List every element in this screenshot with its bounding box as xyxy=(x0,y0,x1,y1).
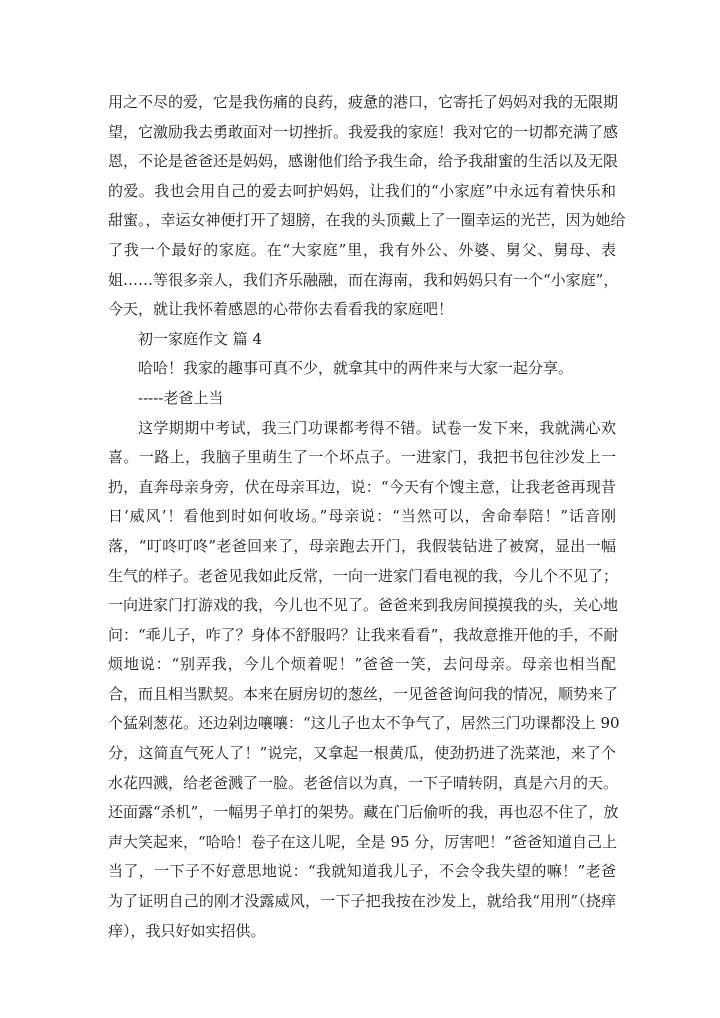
paragraph-line: 了我一个最好的家庭。在“大家庭”里，我有外公、外婆、舅父、舅母、表 xyxy=(108,240,616,259)
paragraph-line: 烦地说：“别弄我，今儿个烦着呢！”爸爸一笑，去问母亲。母亲也相当配 xyxy=(108,655,616,674)
paragraph-line: 水花四溅，给老爸溅了一脸。老爸信以为真，一下子晴转阴，真是六月的天。 xyxy=(108,773,619,792)
paragraph-line: 当了，一下子不好意思地说：“我就知道我儿子，不会令我失望的嘛！”老爸 xyxy=(108,862,616,881)
paragraph-line: 声大笑起来，“哈哈！卷子在这儿呢，全是 95 分，厉害吧！”爸爸知道自己上 xyxy=(108,832,617,851)
paragraph-line: 用之不尽的爱，它是我伤痛的良药，疲惫的港口，它寄托了妈妈对我的无限期 xyxy=(108,93,619,111)
paragraph-line: 恩，不论是爸爸还是妈妈，感谢他们给予我生命，给予我甜蜜的生活以及无限 xyxy=(108,152,619,171)
paragraph-line: 望，它激励我去勇敢面对一切挫折。我爱我的家庭！我对它的一切都充满了感 xyxy=(108,122,619,141)
paragraph-line: 问：“乖儿子，咋了？身体不舒服吗？让我来看看”，我故意推开他的手，不耐 xyxy=(108,625,619,644)
paragraph-line: 扔，直奔母亲身旁，伏在母亲耳边，说：“今天有个馊主意，让我老爸再现昔 xyxy=(108,477,616,496)
paragraph-line: 为了证明自己的刚才没露威风，一下子把我按在沙发上，就给我“用刑”（挠痒 xyxy=(108,892,616,911)
story-subtitle: -----老爸上当 xyxy=(138,388,224,407)
paragraph-line: 甜蜜。，幸运女神便打开了翅膀，在我的头顶戴上了一圈幸运的光芒，因为她给 xyxy=(108,211,626,230)
paragraph-line: 今天，就让我怀着感恩的心带你去看看我的家庭吧！ xyxy=(108,300,454,319)
paragraph-line: 合，而且相当默契。本来在厨房切的葱丝，一见爸爸询问我的情况，顺势来了 xyxy=(108,684,619,703)
paragraph-line: 个猛剁葱花。还边剁边嚷嚷：“这儿子也太不争气了，居然三门功课都没上 90 xyxy=(108,714,620,733)
section-heading: 初一家庭作文 篇 4 xyxy=(138,329,263,348)
paragraph-line: 的爱。我也会用自己的爱去呵护妈妈，让我们的“小家庭”中永远有着快乐和 xyxy=(108,181,616,200)
paragraph-line: 生气的样子。老爸见我如此反常，一向一进家门看电视的我，今儿个不见了； xyxy=(108,566,619,585)
paragraph-line: 日‘威风’！看他到时如何收场。”母亲说：“当然可以，舍命奉陪！”话音刚 xyxy=(108,507,616,526)
paragraph-line: 分，这简直气死人了！”说完，又拿起一根黄瓜，使劲扔进了洗菜池，来了个 xyxy=(108,744,616,763)
intro-line: 哈哈！我家的趣事可真不少，就拿其中的两件来与大家一起分享。 xyxy=(138,359,574,378)
paragraph-line: 姐……等很多亲人，我们齐乐融融，而在海南，我和妈妈只有一个“小家庭”， xyxy=(108,270,619,289)
paragraph-line: 还面露“杀机”，一幅男子单打的架势。藏在门后偷听的我，再也忍不住了，放 xyxy=(108,803,619,822)
paragraph-line: 一向进家门打游戏的我，今儿也不见了。爸爸来到我房间摸摸我的头，关心地 xyxy=(108,596,619,615)
paragraph-line: 喜。一路上，我脑子里萌生了一个坏点子。一进家门，我把书包往沙发上一 xyxy=(108,448,616,467)
essay-body xyxy=(108,88,626,946)
paragraph-line: 落，“叮咚叮咚”老爸回来了，母亲跑去开门，我假装钻进了被窝，显出一幅 xyxy=(108,536,616,555)
paragraph-line: 痒），我只好如实招供。 xyxy=(108,921,266,940)
paragraph-line: 这学期期中考试，我三门功课都考得不错。试卷一发下来，我就满心欢 xyxy=(138,418,616,437)
